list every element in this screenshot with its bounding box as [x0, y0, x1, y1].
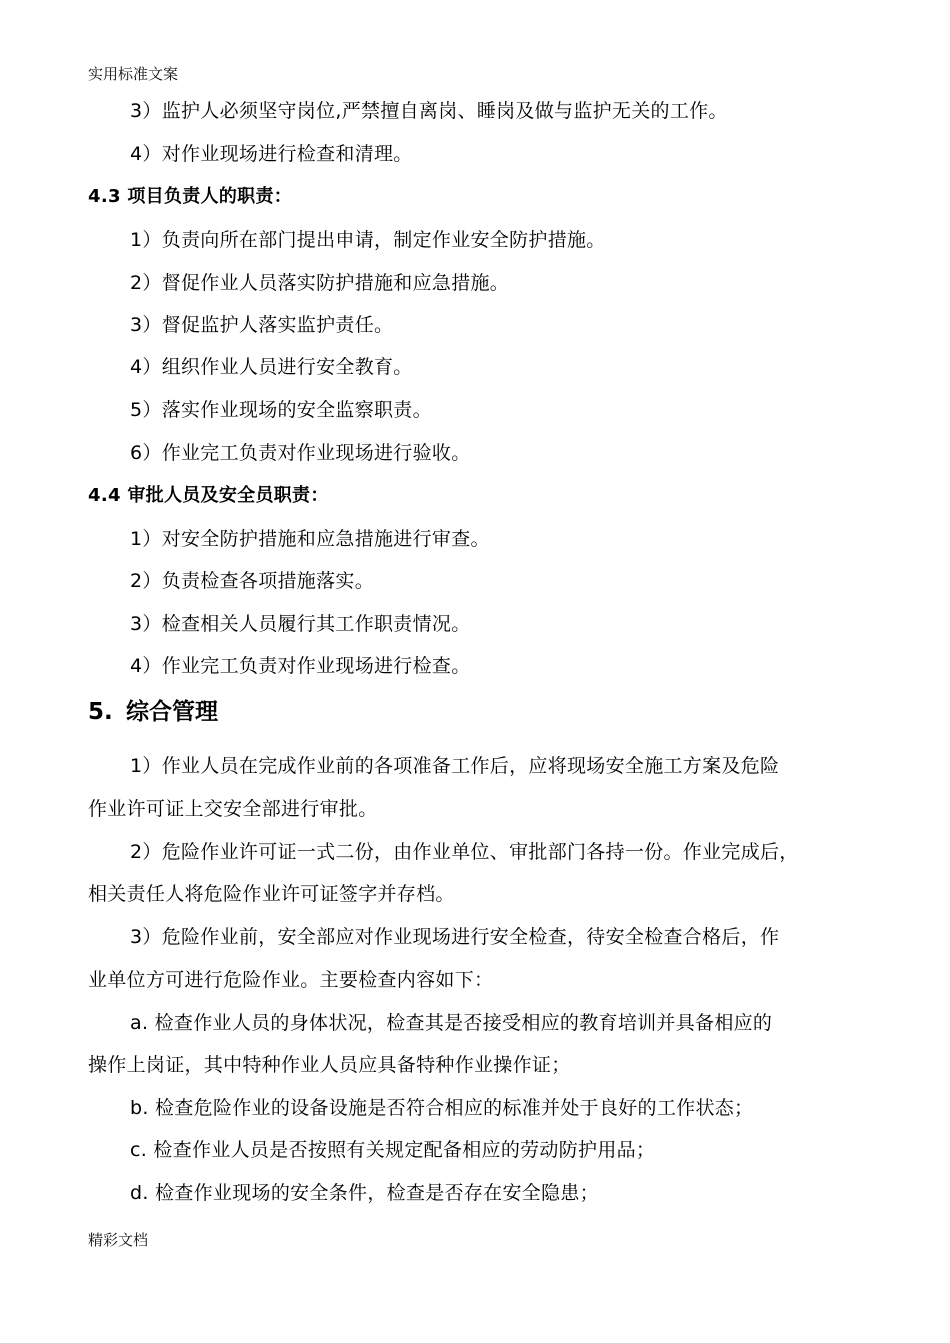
page-header: 实用标准文案 — [88, 65, 179, 83]
page-footer: 精彩文档 — [88, 1231, 149, 1249]
paragraph-line: 4）组织作业人员进行安全教育。 — [130, 356, 413, 378]
paragraph-line: 5）落实作业现场的安全监察职责。 — [130, 399, 432, 421]
section-number: 5. — [88, 699, 113, 725]
section-heading-4-3: 4.3 项目负责人的职责： — [88, 186, 293, 207]
paragraph-line: c. 检查作业人员是否按照有关规定配备相应的劳动防护用品； — [130, 1139, 656, 1161]
paragraph-line: 1）负责向所在部门提出申请，制定作业安全防护措施。 — [130, 229, 606, 251]
paragraph-line: 3）危险作业前，安全部应对作业现场进行安全检查，待安全检查合格后，作 — [130, 926, 780, 948]
paragraph-line: 4）对作业现场进行检查和清理。 — [130, 143, 413, 165]
section-heading-5 — [88, 697, 218, 727]
paragraph-line: 3）检查相关人员履行其工作职责情况。 — [130, 613, 471, 635]
section-heading-4-4: 4.4 审批人员及安全员职责： — [88, 485, 329, 506]
paragraph-line: 操作上岗证，其中特种作业人员应具备特种作业操作证； — [88, 1054, 571, 1076]
section-title: 综合管理 — [126, 699, 218, 725]
paragraph-line: d. 检查作业现场的安全条件，检查是否存在安全隐患； — [130, 1182, 599, 1204]
paragraph-line: 2）负责检查各项措施落实。 — [130, 570, 374, 592]
paragraph-line: 2）督促作业人员落实防护措施和应急措施。 — [130, 272, 510, 294]
paragraph-line: 1）作业人员在完成作业前的各项准备工作后，应将现场安全施工方案及危险 — [130, 755, 780, 777]
paragraph-line: 1）对安全防护措施和应急措施进行审查。 — [130, 528, 490, 550]
paragraph-line: 4）作业完工负责对作业现场进行检查。 — [130, 655, 471, 677]
paragraph-line: a. 检查作业人员的身体状况，检查其是否接受相应的教育培训并具备相应的 — [130, 1012, 773, 1034]
paragraph-line: 相关责任人将危险作业许可证签字并存档。 — [88, 883, 455, 905]
paragraph-line: 业单位方可进行危险作业。主要检查内容如下： — [88, 969, 494, 991]
paragraph-line: 3）监护人必须坚守岗位,严禁擅自离岗、睡岗及做与监护无关的工作。 — [130, 100, 728, 122]
paragraph-line: 2）危险作业许可证一式二份，由作业单位、审批部门各持一份。作业完成后， — [130, 841, 799, 863]
paragraph-line: b. 检查危险作业的设备设施是否符合相应的标准并处于良好的工作状态； — [130, 1097, 754, 1119]
paragraph-line: 作业许可证上交安全部进行审批。 — [88, 798, 378, 820]
paragraph-line: 3）督促监护人落实监护责任。 — [130, 314, 394, 336]
paragraph-line: 6）作业完工负责对作业现场进行验收。 — [130, 442, 471, 464]
